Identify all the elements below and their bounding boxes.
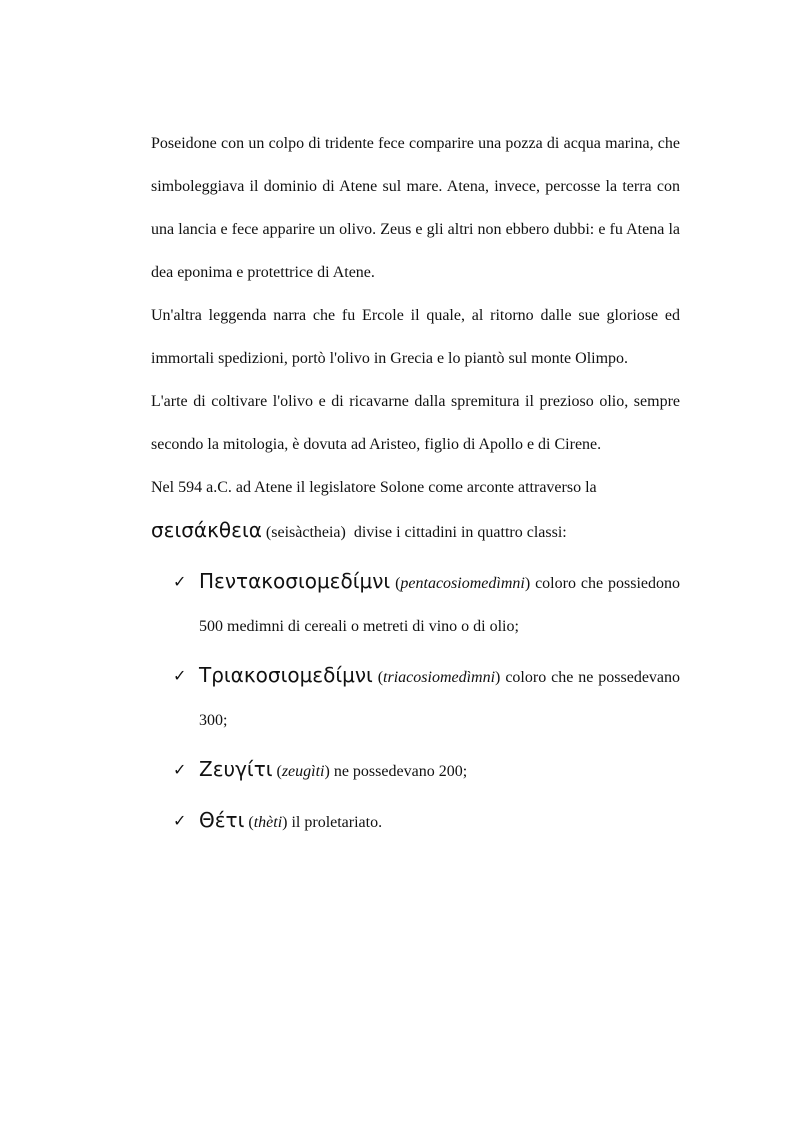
checkmark-icon: ✓ xyxy=(173,760,187,779)
latin-term: triacosiomedìmni xyxy=(383,669,496,686)
greek-term-seisachtheia: σεισάκθεια xyxy=(151,518,262,542)
paragraph-aristeo: L'arte di coltivare l'olivo e di ricavarne dalla spremitura il prezioso olio, sempre secondo la mitologia, è dovuta ad Aristeo, figlio di Apollo e di Cirene. xyxy=(151,393,680,453)
paragraph-seisachtheia xyxy=(151,509,680,554)
list-item: ✓ Τριακοσιομεδίμνι (triacosiomedìmni) coloro che ne possedevano 300; xyxy=(151,654,680,742)
class-description: coloro che ne possedevano 300; xyxy=(199,669,681,729)
latin-term: thèti xyxy=(253,814,283,831)
paragraph-poseidone: Poseidone con un colpo di tridente fece comparire una pozza di acqua marina, che simboleggiava il dominio di Atene sul mare. Atena, invece, percosse la terra con una lancia e fece apparire un olivo. Zeus e gli altri non ebbero dubbi: e fu Atena la dea eponima e protettrice di Atene. xyxy=(151,135,680,281)
list-item: ✓ Πεντακοσιομεδίμνι (pentacosiomedìmni) coloro che possiedono 500 medimni di cereali o metreti di vino o di olio; xyxy=(151,560,680,648)
social-classes-list xyxy=(151,560,680,844)
paragraph-solone: Nel 594 a.C. ad Atene il legislatore Solone come arconte attraverso la xyxy=(151,479,597,496)
transliteration-seisachtheia: (seisàctheia) xyxy=(265,524,346,541)
class-description: ne possedevano 200; xyxy=(333,763,468,780)
latin-term: zeugìti xyxy=(281,763,325,780)
class-description: coloro che possiedono 500 medimni di cereali o metreti di vino o di olio; xyxy=(199,575,680,635)
greek-term: Ζευγίτι xyxy=(199,757,273,781)
document-page xyxy=(151,122,680,850)
list-item: ✓ Ζευγίτι (zeugìti) ne possedevano 200; xyxy=(151,748,680,793)
paragraph-ercole: Un'altra leggenda narra che fu Ercole il quale, al ritorno dalle sue gloriose ed immortali spedizioni, portò l'olivo in Grecia e lo piantò sul monte Olimpo. xyxy=(151,307,680,367)
seisachtheia-text: divise i cittadini in quattro classi: xyxy=(353,524,567,541)
checkmark-icon: ✓ xyxy=(173,811,187,830)
latin-term: pentacosiomedìmni xyxy=(400,575,525,592)
greek-term: Τριακοσιομεδίμνι xyxy=(199,663,373,687)
greek-term: Πεντακοσιομεδίμνι xyxy=(199,569,391,593)
class-description: il proletariato. xyxy=(291,814,383,831)
checkmark-icon: ✓ xyxy=(173,666,187,685)
greek-term: Θέτι xyxy=(199,808,245,832)
checkmark-icon: ✓ xyxy=(173,572,187,591)
list-item: ✓ Θέτι (thèti) il proletariato. xyxy=(151,799,680,844)
